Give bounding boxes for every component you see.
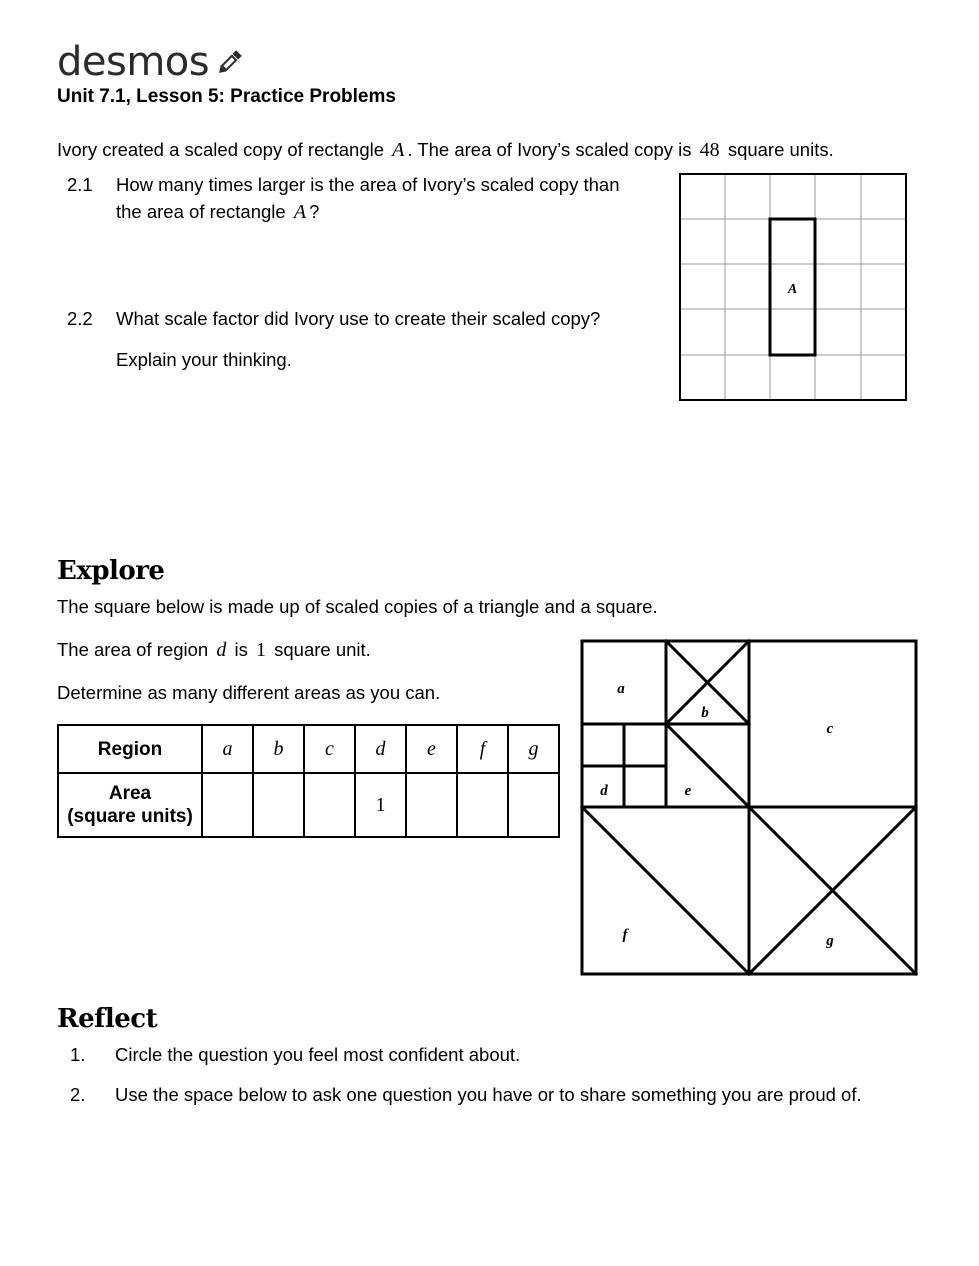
region-cell: c xyxy=(304,725,355,773)
question-2-2-sub: Explain your thinking. xyxy=(116,349,292,370)
reflect-item-2-number: 2. xyxy=(70,1084,86,1105)
area-cell[interactable] xyxy=(406,773,457,837)
reflect-item-1-text: Circle the question you feel most confident about. xyxy=(115,1044,521,1065)
explore-line3: Determine as many different areas as you can. xyxy=(57,682,441,703)
region-cell: e xyxy=(406,725,457,773)
rectangle-grid xyxy=(678,172,910,404)
region-d-label: d xyxy=(600,783,608,799)
question-2-1-line1: How many times larger is the area of Ivory’s scaled copy than xyxy=(116,174,620,195)
region-g-label: g xyxy=(826,933,834,949)
region-header: Region xyxy=(58,725,202,773)
area-cell[interactable] xyxy=(304,773,355,837)
question-2-2-number: 2.2 xyxy=(67,308,93,329)
square-figure xyxy=(580,639,918,977)
areas-table xyxy=(57,724,560,838)
pencil-icon xyxy=(213,47,245,79)
explore-heading: Explore xyxy=(57,556,165,586)
explore-line1: The square below is made up of scaled copies of a triangle and a square. xyxy=(57,596,658,617)
region-cell: d xyxy=(355,725,406,773)
table-row xyxy=(58,725,559,773)
area-cell[interactable] xyxy=(508,773,559,837)
region-cell: f xyxy=(457,725,508,773)
reflect-item-2-text: Use the space below to ask one question you have or to share something you are proud of. xyxy=(115,1084,862,1105)
region-a-label: a xyxy=(617,681,625,697)
question-2-1-number: 2.1 xyxy=(67,174,93,195)
var-A: A xyxy=(392,139,405,161)
region-cell: b xyxy=(253,725,304,773)
reflect-item-1-number: 1. xyxy=(70,1044,86,1065)
number-48: 48 xyxy=(699,139,720,161)
region-cell: a xyxy=(202,725,253,773)
lesson-title: Unit 7.1, Lesson 5: Practice Problems xyxy=(57,86,396,107)
region-e-label: e xyxy=(684,783,692,799)
region-b-label: b xyxy=(701,705,709,721)
region-f-label: f xyxy=(622,927,628,943)
question-2-1-line2: the area of rectangle A ? xyxy=(116,201,320,223)
table-row xyxy=(58,773,559,837)
explore-line2: The area of region d is 1 square unit. xyxy=(57,639,371,661)
area-cell[interactable] xyxy=(253,773,304,837)
desmos-logo: desmos xyxy=(57,39,210,85)
area-cell[interactable] xyxy=(457,773,508,837)
area-header: Area (square units) xyxy=(58,773,202,837)
rectangle-a-label: A xyxy=(787,282,798,297)
reflect-heading: Reflect xyxy=(57,1004,158,1034)
area-cell[interactable] xyxy=(202,773,253,837)
region-cell: g xyxy=(508,725,559,773)
region-c-label: c xyxy=(826,721,834,737)
question-2-2-text: What scale factor did Ivory use to create their scaled copy? xyxy=(116,308,601,329)
problem-intro: Ivory created a scaled copy of rectangle A . The area of Ivory’s scaled copy is 48 square units. xyxy=(57,139,834,161)
area-cell[interactable]: 1 xyxy=(355,773,406,837)
